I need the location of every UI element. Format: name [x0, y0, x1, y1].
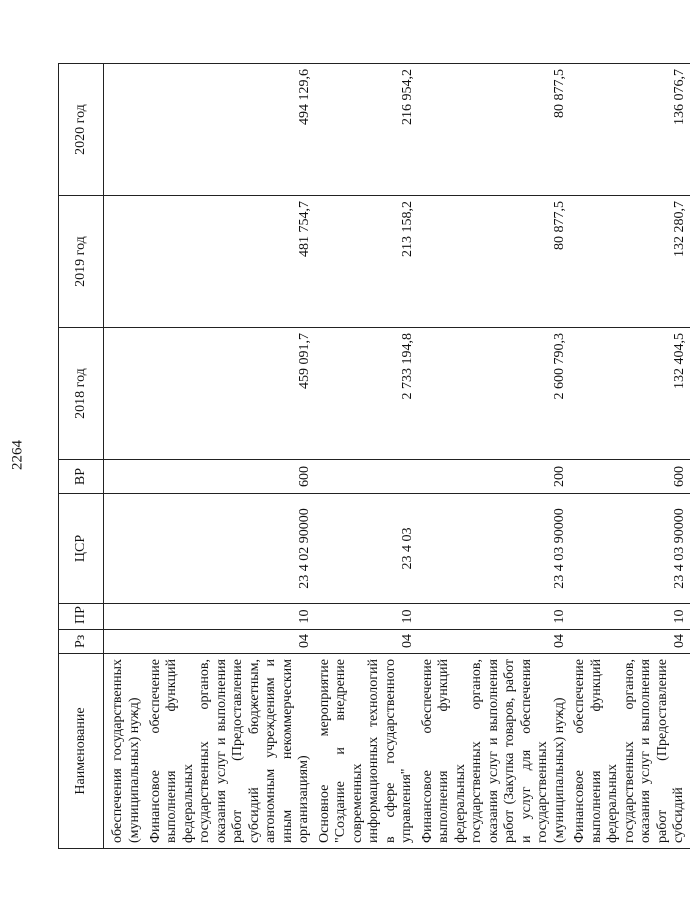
row-name: Финансовое обеспечение выполнения функций федеральных государственных органов, оказания услуг и выполнения работ (Предоставление субсидий бюджетным, автономным учреждениям и иным некоммерческим организациям) — [146, 654, 315, 849]
row-csr: 23 4 02 90000 — [146, 494, 315, 604]
row-2020: 494 129,6 — [146, 64, 315, 196]
row-2019 — [104, 196, 146, 328]
budget-table — [58, 63, 690, 849]
row-rz: 04 — [146, 630, 315, 654]
table-body — [104, 64, 690, 849]
row-2018: 2 733 194,8 — [315, 328, 418, 460]
table-row — [104, 64, 146, 849]
row-pr: 10 — [315, 604, 418, 630]
row-2019: 481 754,7 — [146, 196, 315, 328]
rotated-page-content — [58, 64, 687, 849]
header-2020: 2020 год — [59, 64, 104, 196]
row-rz — [104, 630, 146, 654]
row-2018: 459 091,7 — [146, 328, 315, 460]
row-vr: 200 — [418, 460, 571, 494]
row-rz: 04 — [418, 630, 571, 654]
row-vr: 600 — [570, 460, 690, 494]
row-2018 — [104, 328, 146, 460]
header-2018: 2018 год — [59, 328, 104, 460]
table-row — [315, 64, 418, 849]
row-2019: 80 877,5 — [418, 196, 571, 328]
row-name: Финансовое обеспечение выполнения функций федеральных государственных органов, оказания услуг и выполнения работ (Предоставление субсидий — [570, 654, 690, 849]
table-row — [146, 64, 315, 849]
row-2020: 216 954,2 — [315, 64, 418, 196]
header-vr: ВР — [59, 460, 104, 494]
row-pr: 10 — [418, 604, 571, 630]
row-pr — [104, 604, 146, 630]
row-vr — [104, 460, 146, 494]
row-rz: 04 — [315, 630, 418, 654]
header-name: Наименование — [59, 654, 104, 849]
row-csr — [104, 494, 146, 604]
row-name: Финансовое обеспечение выполнения функций федеральных государственных органов, оказания услуг и выполнения работ (Закупка товаров, работ и услуг для обеспечения государственных (муниципальных) нужд) — [418, 654, 571, 849]
row-2019: 132 280,7 — [570, 196, 690, 328]
row-name: Основное мероприятие "Создание и внедрение современных информационных технологий в сфере государственного управления" — [315, 654, 418, 849]
header-rz: Рз — [59, 630, 104, 654]
row-2020: 136 076,7 — [570, 64, 690, 196]
row-pr: 10 — [146, 604, 315, 630]
row-2018: 132 404,5 — [570, 328, 690, 460]
header-2019: 2019 год — [59, 196, 104, 328]
page-number: 2264 — [9, 440, 26, 470]
table-header — [59, 64, 104, 849]
row-2018: 2 600 790,3 — [418, 328, 571, 460]
row-2020 — [104, 64, 146, 196]
row-name: обеспечения государственных (муниципальных) нужд) — [104, 654, 146, 849]
row-csr: 23 4 03 — [315, 494, 418, 604]
row-vr: 600 — [146, 460, 315, 494]
row-vr — [315, 460, 418, 494]
row-rz: 04 — [570, 630, 690, 654]
header-csr: ЦСР — [59, 494, 104, 604]
table-row — [418, 64, 571, 849]
table-row — [570, 64, 690, 849]
row-csr: 23 4 03 90000 — [418, 494, 571, 604]
row-2020: 80 877,5 — [418, 64, 571, 196]
row-pr: 10 — [570, 604, 690, 630]
row-2019: 213 158,2 — [315, 196, 418, 328]
header-pr: ПР — [59, 604, 104, 630]
row-csr: 23 4 03 90000 — [570, 494, 690, 604]
